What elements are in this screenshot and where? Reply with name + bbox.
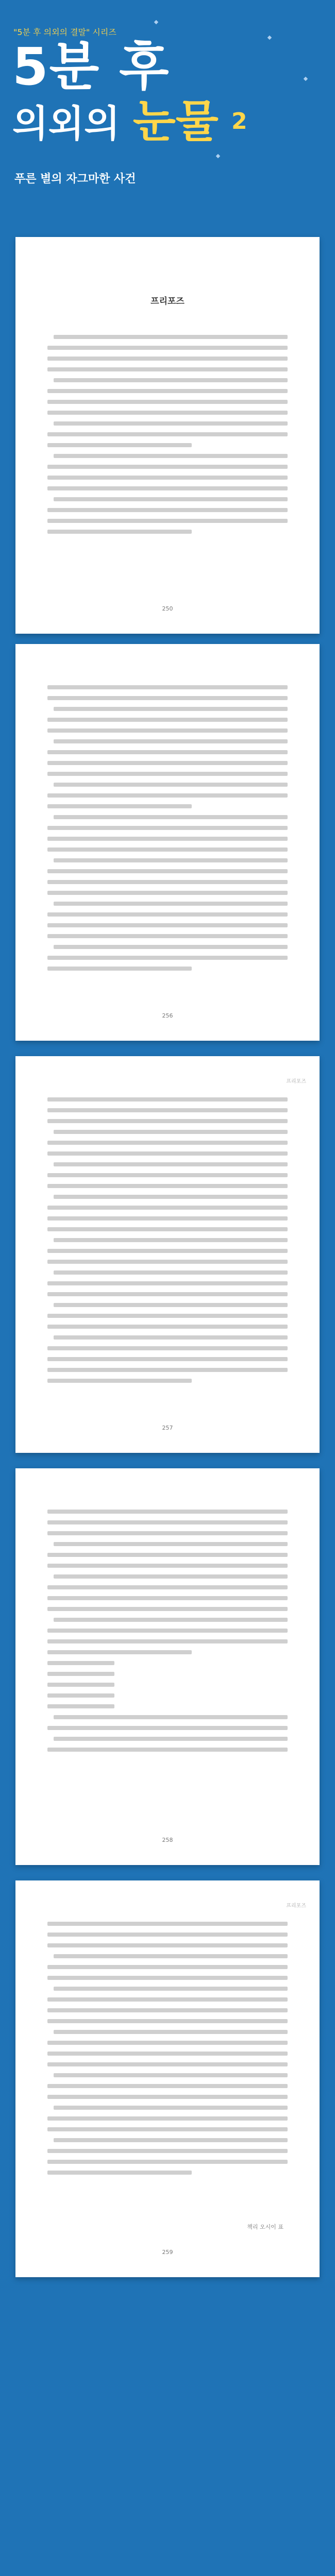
body-text — [47, 1922, 288, 2181]
book-title-line2 — [12, 96, 247, 147]
body-text — [47, 685, 288, 977]
cover-header — [0, 0, 335, 227]
book-page — [15, 237, 320, 634]
page-number: 256 — [162, 1012, 173, 1019]
book-page — [15, 644, 320, 1041]
book-page — [15, 1056, 320, 1453]
book-title-line1: 5분 후 — [12, 37, 170, 97]
book-page — [15, 1880, 320, 2277]
book-subtitle: 푸른 별의 자그마한 사건 — [14, 173, 136, 185]
page-number: 257 — [162, 1425, 173, 1431]
star-icon — [216, 154, 220, 158]
title-emphasis: 눈물 — [132, 96, 219, 147]
page-number: 250 — [162, 605, 173, 612]
title-prefix: 의외의 — [12, 102, 120, 145]
volume-number: 2 — [231, 108, 247, 134]
book-page — [15, 1468, 320, 1865]
body-text — [47, 1097, 288, 1389]
series-label: "5분 후 의외의 결말" 시리즈 — [13, 27, 116, 37]
body-text — [47, 335, 288, 540]
signature: 책리 오시이 표 — [247, 2224, 283, 2230]
running-head: 프리포즈 — [286, 1903, 306, 1909]
page-number: 258 — [162, 1837, 173, 1843]
running-head: 프리포즈 — [286, 1079, 306, 1084]
page-number: 259 — [162, 2249, 173, 2256]
star-icon — [154, 20, 158, 24]
star-icon — [304, 77, 308, 81]
body-text — [47, 1510, 288, 1758]
chapter-title: 프리포즈 — [150, 296, 185, 307]
star-icon — [267, 36, 272, 40]
